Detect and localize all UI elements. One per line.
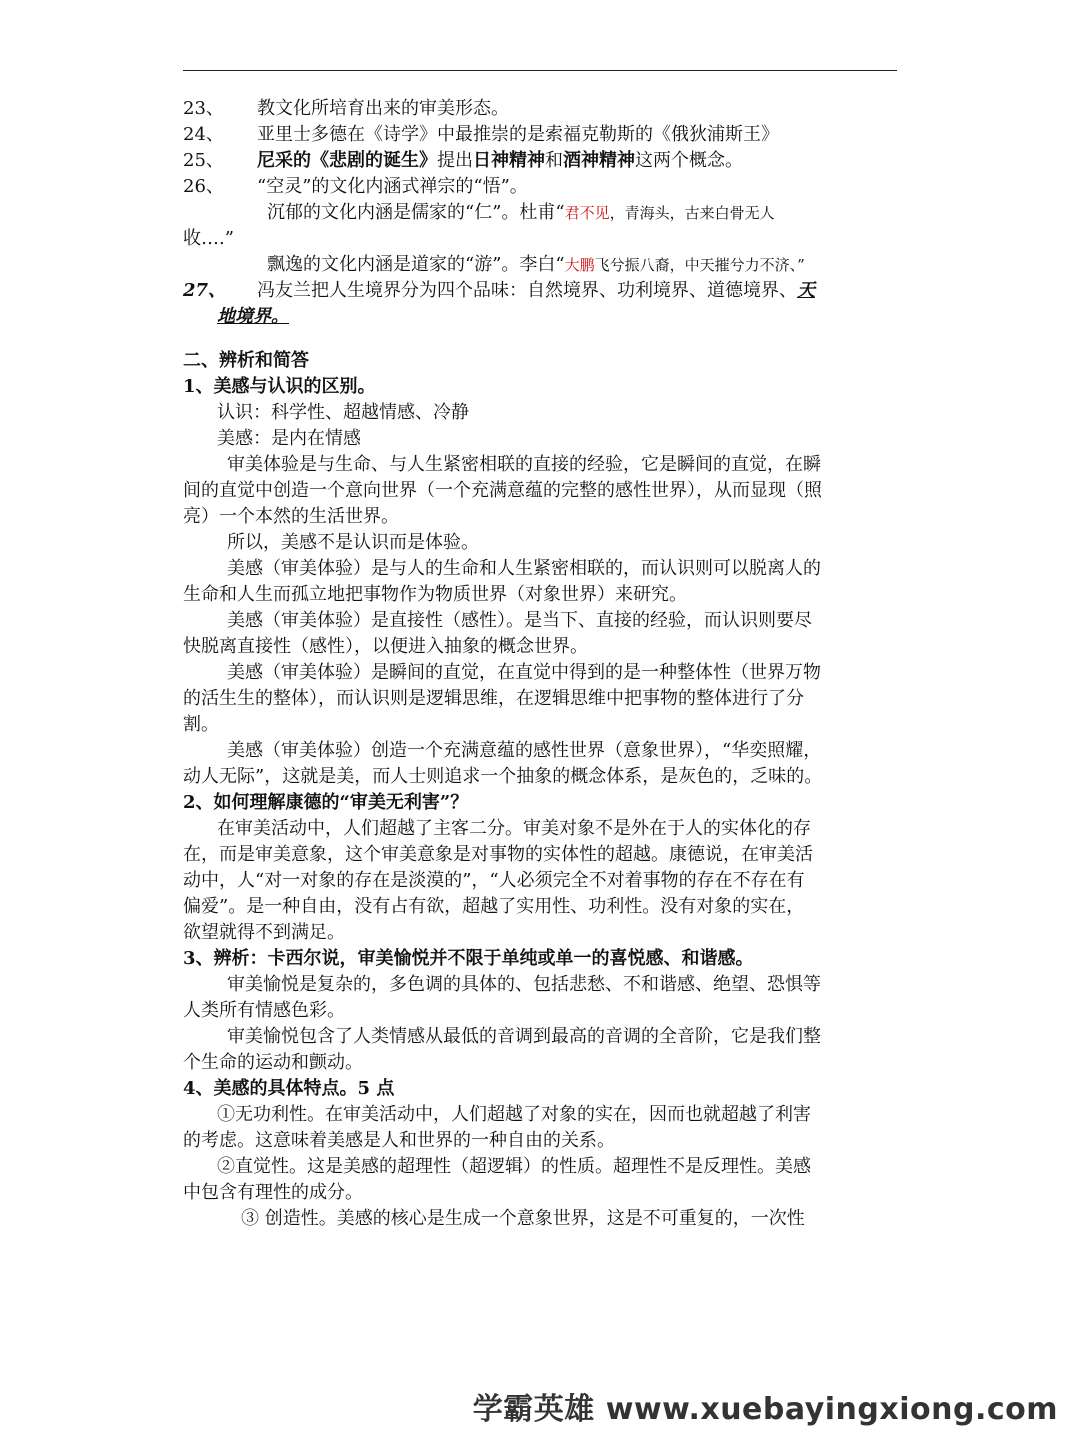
poem-tail: ，青海头，古来白骨无人 xyxy=(609,204,775,222)
paragraph-line: 个生命的运动和颤动。 xyxy=(183,1052,363,1073)
poem-tail: 飞兮振八裔，中天摧兮力不济、” xyxy=(594,256,805,274)
paragraph-line: 美感（审美体验）是直接性（感性）。是当下、直接的经验，而认识则要尽 xyxy=(227,610,812,631)
list-item-23 xyxy=(183,96,897,122)
item-text: 教文化所培育出来的审美形态。 xyxy=(257,98,509,119)
paragraph-line: ①无功利性。在审美活动中，人们超越了对象的实在，因而也就超越了利害 xyxy=(217,1104,811,1125)
list-item-26 xyxy=(183,174,897,200)
paragraph-line: 审美愉悦是复杂的，多色调的具体的、包括悲愁、不和谐感、绝望、恐惧等 xyxy=(227,974,821,995)
paragraph-line: 人类所有情感色彩。 xyxy=(183,1000,345,1021)
paragraph-line: 快脱离直接性（感性），以便进入抽象的概念世界。 xyxy=(183,636,588,657)
paragraph-line: 在审美活动中，人们超越了主客二分。审美对象不是外在于人的实体化的存 xyxy=(217,818,811,839)
question-1-title: 1、美感与认识的区别。 xyxy=(183,376,376,397)
item-number: 24、 xyxy=(183,124,224,145)
item-text: “空灵”的文化内涵式禅宗的“悟”。 xyxy=(257,176,528,197)
item-text: 提出 xyxy=(437,150,473,171)
q1-line: 美感：是内在情感 xyxy=(217,428,361,449)
paragraph-line: 生命和人生而孤立地把事物作为物质世界（对象世界）来研究。 xyxy=(183,584,687,605)
bold-phrase: 酒神精神 xyxy=(563,150,635,171)
paragraph-line: ②直觉性。这是美感的超理性（超逻辑）的性质。超理性不是反理性。美感 xyxy=(217,1156,811,1177)
paragraph-line: ③ 创造性。美感的核心是生成一个意象世界，这是不可重复的，一次性 xyxy=(241,1208,805,1229)
item-text: 这两个概念。 xyxy=(635,150,743,171)
paragraph-line: 审美愉悦包含了人类情感从最低的音调到最高的音调的全音阶，它是我们整 xyxy=(227,1026,821,1047)
paragraph-line: 亮）一个本然的生活世界。 xyxy=(183,506,399,527)
paragraph-line: 中包含有理性的成分。 xyxy=(183,1182,363,1203)
item-number: 25、 xyxy=(183,150,224,171)
item-number: 26、 xyxy=(183,176,224,197)
piaoyi-lead: 飘逸的文化内涵是道家的“游”。李白“ xyxy=(267,254,565,275)
paragraph-line: 动中，人“对一对象的存在是淡漠的”，“人必须完全不对着事物的存在不存在有 xyxy=(183,870,805,891)
item-text: 亚里士多德在《诗学》中最推崇的是索福克勒斯的《俄狄浦斯王》 xyxy=(257,124,779,145)
paragraph-line: 间的直觉中创造一个意向世界（一个充满意蕴的完整的感性世界），从而显现（照 xyxy=(183,480,822,501)
list-item-25 xyxy=(183,148,897,174)
chenyu-cont: 收….” xyxy=(183,228,234,249)
paragraph-line: 在，而是审美意象，这个审美意象是对事物的实体性的超越。康德说，在审美活 xyxy=(183,844,813,865)
header-rule xyxy=(183,70,897,71)
site-watermark: 学霸英雄 www.xuebayingxiong.com xyxy=(472,1392,1058,1427)
emphasis-text: 地境界。 xyxy=(217,306,289,327)
list-item-24 xyxy=(183,122,897,148)
red-quote: 大鹏 xyxy=(564,256,595,274)
item-text: 和 xyxy=(545,150,563,171)
paragraph-line: 审美体验是与生命、与人生紧密相联的直接的经验，它是瞬间的直觉，在瞬 xyxy=(227,454,821,475)
chenyu-lead: 沉郁的文化内涵是儒家的“仁”。杜甫“ xyxy=(267,202,565,223)
paragraph-line: 的活生生的整体），而认识则是逻辑思维，在逻辑思维中把事物的整体进行了分 xyxy=(183,688,804,709)
q1-line: 认识：科学性、超越情感、冷静 xyxy=(217,402,469,423)
item-number: 27、 xyxy=(183,280,227,301)
paragraph-line: 割。 xyxy=(183,714,219,735)
paragraph-line: 所以，美感不是认识而是体验。 xyxy=(227,532,479,553)
bold-phrase: 日神精神 xyxy=(473,150,545,171)
paragraph-line: 欲望就得不到满足。 xyxy=(183,922,345,943)
chenyu-line xyxy=(183,200,897,226)
item27-cont xyxy=(183,304,897,330)
paragraph-line: 美感（审美体验）是与人的生命和人生紧密相联的，而认识则可以脱离人的 xyxy=(227,558,821,579)
question-4-title: 4、美感的具体特点。5 点 xyxy=(183,1078,395,1099)
emphasis-text: 天 xyxy=(797,280,815,301)
item-text: 冯友兰把人生境界分为四个品味：自然境界、功利境界、道德境界、 xyxy=(257,280,797,301)
piaoyi-line xyxy=(183,252,897,278)
paragraph-line: 美感（审美体验）创造一个充满意蕴的感性世界（意象世界），“华奕照耀， xyxy=(227,740,822,761)
document-page xyxy=(183,96,897,1232)
paragraph-line: 的考虑。这意味着美感是人和世界的一种自由的关系。 xyxy=(183,1130,615,1151)
bold-phrase: 尼采的《悲剧的诞生》 xyxy=(257,150,437,171)
question-3-title: 3、辨析：卡西尔说，审美愉悦并不限于单纯或单一的喜悦感、和谐感。 xyxy=(183,948,754,969)
red-quote: 君不见 xyxy=(564,204,610,222)
item-number: 23、 xyxy=(183,98,224,119)
question-2-title: 2、如何理解康德的“审美无利害”？ xyxy=(183,792,469,813)
paragraph-line: 动人无际”，这就是美，而人士则追求一个抽象的概念体系，是灰色的，乏味的。 xyxy=(183,766,823,787)
paragraph-line: 偏爱”。是一种自由，没有占有欲，超越了实用性、功利性。没有对象的实在， xyxy=(183,896,805,917)
list-item-27 xyxy=(183,278,897,304)
paragraph-line: 美感（审美体验）是瞬间的直觉，在直觉中得到的是一种整体性（世界万物 xyxy=(227,662,821,683)
section-title: 二、辨析和简答 xyxy=(183,350,309,371)
